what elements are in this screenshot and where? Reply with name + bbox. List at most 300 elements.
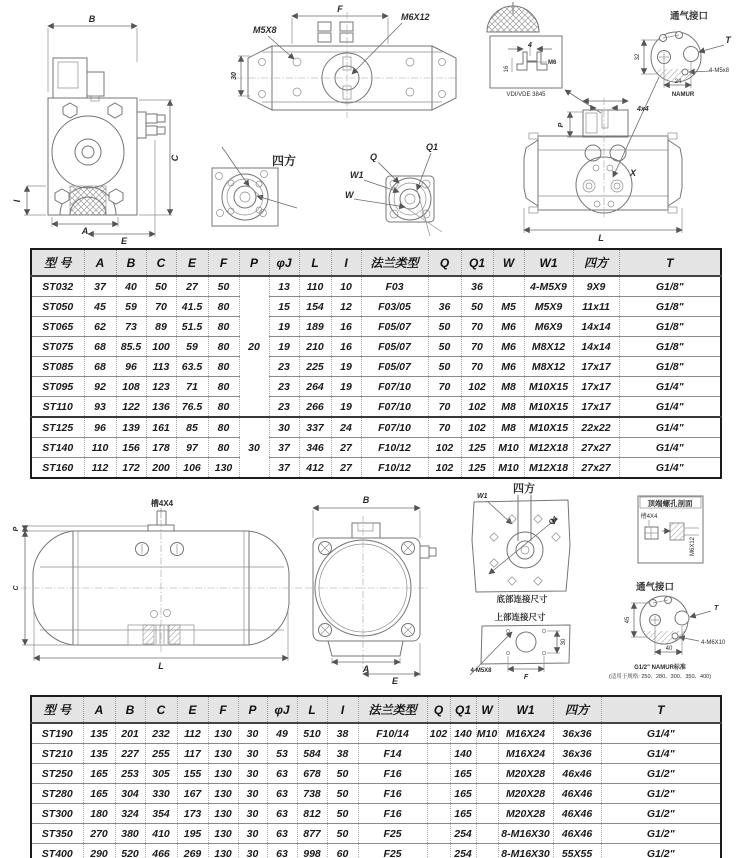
value-cell: M5X9 bbox=[524, 297, 573, 317]
value-cell: F03/05 bbox=[361, 297, 428, 317]
value-cell: 102 bbox=[461, 377, 493, 397]
table-row bbox=[31, 804, 721, 824]
value-cell: 9X9 bbox=[573, 276, 619, 297]
value-cell: 139 bbox=[116, 417, 146, 438]
value-cell: 165 bbox=[450, 784, 476, 804]
value-cell: F16 bbox=[358, 804, 427, 824]
value-cell: 37 bbox=[84, 276, 116, 297]
value-cell: G1/4" bbox=[601, 723, 721, 744]
table-row bbox=[31, 458, 721, 479]
label-m6x12: M6X12 bbox=[401, 12, 430, 22]
value-cell: 63 bbox=[267, 804, 297, 824]
value-cell: M10 bbox=[493, 458, 524, 479]
table-row bbox=[31, 784, 721, 804]
value-cell: 19 bbox=[269, 337, 299, 357]
value-cell: 253 bbox=[115, 764, 145, 784]
value-cell: 117 bbox=[177, 744, 208, 764]
value-cell: 59 bbox=[176, 337, 208, 357]
value-cell: 96 bbox=[116, 357, 146, 377]
table-row bbox=[31, 297, 721, 317]
label-4m6x10: 4-M6X10 bbox=[701, 640, 726, 646]
value-cell: 130 bbox=[208, 784, 238, 804]
value-cell: 70 bbox=[461, 337, 493, 357]
value-cell: 113 bbox=[146, 357, 176, 377]
value-cell: 20 bbox=[239, 276, 269, 417]
dim-P: P bbox=[558, 122, 565, 128]
value-cell: 225 bbox=[299, 357, 331, 377]
value-cell: 53 bbox=[267, 744, 297, 764]
value-cell: 165 bbox=[83, 764, 115, 784]
table-row bbox=[31, 337, 721, 357]
label-w1: W1 bbox=[350, 170, 364, 180]
value-cell bbox=[427, 744, 450, 764]
value-cell: 346 bbox=[299, 438, 331, 458]
value-cell: 200 bbox=[146, 458, 176, 479]
column-header: T bbox=[619, 249, 721, 276]
value-cell: M10 bbox=[476, 723, 498, 744]
value-cell: 102 bbox=[428, 438, 461, 458]
dim-A: A bbox=[81, 226, 89, 236]
value-cell: 877 bbox=[297, 824, 327, 844]
value-cell: 172 bbox=[116, 458, 146, 479]
table-row bbox=[31, 744, 721, 764]
value-cell: 85.5 bbox=[116, 337, 146, 357]
value-cell: 135 bbox=[83, 723, 115, 744]
value-cell: 135 bbox=[83, 744, 115, 764]
value-cell: 50 bbox=[327, 804, 358, 824]
value-cell: 19 bbox=[331, 377, 361, 397]
value-cell: M20X28 bbox=[498, 764, 553, 784]
value-cell: 189 bbox=[299, 317, 331, 337]
mid-end-view-drawing bbox=[305, 495, 436, 686]
air-port-bottom bbox=[609, 581, 726, 680]
value-cell bbox=[427, 844, 450, 858]
value-cell: 16 bbox=[331, 337, 361, 357]
value-cell: 14x14 bbox=[573, 317, 619, 337]
dim-F: F bbox=[337, 4, 343, 14]
bottom-conn-caption: 底部连接尺寸 bbox=[496, 594, 548, 604]
value-cell bbox=[428, 276, 461, 297]
value-cell: 412 bbox=[299, 458, 331, 479]
value-cell: 97 bbox=[176, 438, 208, 458]
value-cell bbox=[476, 764, 498, 784]
mid-side-view-drawing bbox=[13, 498, 302, 671]
column-header: Q bbox=[427, 696, 450, 723]
front-view-drawing bbox=[12, 14, 180, 246]
value-cell bbox=[476, 824, 498, 844]
value-cell: 136 bbox=[146, 397, 176, 418]
value-cell: 71 bbox=[176, 377, 208, 397]
value-cell: G1/2" bbox=[601, 824, 721, 844]
value-cell: 15 bbox=[269, 297, 299, 317]
column-header: Q1 bbox=[461, 249, 493, 276]
value-cell: 19 bbox=[331, 397, 361, 418]
value-cell: M10X15 bbox=[524, 397, 573, 418]
value-cell: 68 bbox=[84, 337, 116, 357]
value-cell: F05/07 bbox=[361, 357, 428, 377]
dim-45: 45 bbox=[625, 616, 631, 624]
value-cell: 102 bbox=[427, 723, 450, 744]
dim-E: E bbox=[120, 236, 128, 246]
column-header: L bbox=[299, 249, 331, 276]
value-cell: 254 bbox=[450, 844, 476, 858]
value-cell: G1/2" bbox=[601, 804, 721, 824]
dim-E: E bbox=[391, 676, 399, 686]
top-drawings bbox=[0, 0, 750, 246]
value-cell: 49 bbox=[267, 723, 297, 744]
value-cell: F07/10 bbox=[361, 397, 428, 418]
value-cell: 80 bbox=[208, 337, 239, 357]
value-cell: 24 bbox=[331, 417, 361, 438]
column-header: 型 号 bbox=[31, 249, 84, 276]
table-row bbox=[31, 438, 721, 458]
dim-A: A bbox=[362, 664, 370, 674]
dim-30: 30 bbox=[231, 72, 238, 80]
label-q1: Q1 bbox=[547, 515, 560, 527]
model-cell: ST160 bbox=[31, 458, 84, 479]
value-cell: G1/4" bbox=[619, 377, 721, 397]
value-cell: 50 bbox=[428, 337, 461, 357]
value-cell: 30 bbox=[238, 723, 267, 744]
value-cell: 30 bbox=[238, 764, 267, 784]
value-cell: F10/12 bbox=[361, 438, 428, 458]
value-cell: 324 bbox=[115, 804, 145, 824]
value-cell: F05/07 bbox=[361, 317, 428, 337]
value-cell: 50 bbox=[327, 824, 358, 844]
column-header: I bbox=[331, 249, 361, 276]
column-header: B bbox=[116, 249, 146, 276]
square-flange-detail bbox=[212, 147, 297, 226]
value-cell: G1/4" bbox=[619, 397, 721, 418]
value-cell: 27x27 bbox=[573, 438, 619, 458]
value-cell: 165 bbox=[83, 784, 115, 804]
value-cell: 46X46 bbox=[553, 784, 601, 804]
value-cell: 23 bbox=[269, 377, 299, 397]
value-cell: 510 bbox=[297, 723, 327, 744]
side-view-drawing bbox=[524, 98, 682, 243]
value-cell: 112 bbox=[84, 458, 116, 479]
dim-C: C bbox=[170, 154, 180, 162]
value-cell: 38 bbox=[327, 723, 358, 744]
value-cell: 167 bbox=[177, 784, 208, 804]
air-port-title: 通气接口 bbox=[669, 11, 709, 22]
value-cell: 30 bbox=[238, 844, 267, 858]
value-cell: 102 bbox=[461, 417, 493, 438]
value-cell: 50 bbox=[461, 297, 493, 317]
value-cell: 55X55 bbox=[553, 844, 601, 858]
value-cell: 678 bbox=[297, 764, 327, 784]
value-cell: 51.5 bbox=[176, 317, 208, 337]
model-cell: ST400 bbox=[31, 844, 83, 858]
column-header: Q1 bbox=[450, 696, 476, 723]
value-cell: 165 bbox=[450, 804, 476, 824]
value-cell: 36 bbox=[461, 276, 493, 297]
value-cell: 140 bbox=[450, 723, 476, 744]
value-cell: 466 bbox=[145, 844, 177, 858]
value-cell: 8-M16X30 bbox=[498, 844, 553, 858]
column-header: P bbox=[239, 249, 269, 276]
value-cell: 62 bbox=[84, 317, 116, 337]
value-cell bbox=[427, 824, 450, 844]
value-cell: 27 bbox=[331, 458, 361, 479]
model-cell: ST050 bbox=[31, 297, 84, 317]
value-cell: M6X9 bbox=[524, 317, 573, 337]
value-cell: 178 bbox=[146, 438, 176, 458]
model-cell: ST125 bbox=[31, 417, 84, 438]
value-cell: 110 bbox=[299, 276, 331, 297]
value-cell: F07/10 bbox=[361, 417, 428, 438]
value-cell: 37 bbox=[269, 438, 299, 458]
table-row bbox=[31, 397, 721, 418]
column-header: φJ bbox=[269, 249, 299, 276]
value-cell: 70 bbox=[428, 377, 461, 397]
value-cell bbox=[476, 844, 498, 858]
dimensions-table-large-models bbox=[30, 695, 722, 858]
value-cell: G1/2" bbox=[601, 844, 721, 858]
dim-30: 30 bbox=[561, 638, 567, 646]
value-cell: 50 bbox=[428, 317, 461, 337]
model-cell: ST210 bbox=[31, 744, 83, 764]
model-cell: ST032 bbox=[42, 280, 74, 293]
value-cell: 100 bbox=[146, 337, 176, 357]
column-header: 四方 bbox=[573, 249, 619, 276]
middle-drawings bbox=[0, 478, 750, 693]
dim-F: F bbox=[523, 674, 529, 681]
value-cell: 96 bbox=[84, 417, 116, 438]
value-cell: 50 bbox=[146, 276, 176, 297]
vdi-caption: VDI/VDE 3845 bbox=[506, 92, 546, 98]
value-cell: 106 bbox=[176, 458, 208, 479]
dim-I: I bbox=[12, 199, 22, 203]
value-cell: 36x36 bbox=[553, 744, 601, 764]
value-cell: 264 bbox=[299, 377, 331, 397]
value-cell: 210 bbox=[299, 337, 331, 357]
table-row bbox=[31, 723, 721, 744]
label-w: W bbox=[345, 190, 354, 200]
value-cell: G1/4" bbox=[619, 458, 721, 479]
air-port-title: 通气接口 bbox=[635, 582, 675, 593]
dim-B: B bbox=[362, 495, 370, 505]
value-cell: 63 bbox=[267, 824, 297, 844]
dim-24: 24 bbox=[674, 79, 682, 85]
label-4x4: 4x4 bbox=[637, 106, 649, 113]
label-q: Q bbox=[370, 152, 378, 162]
value-cell: 89 bbox=[146, 317, 176, 337]
dim-40: 40 bbox=[665, 646, 673, 652]
value-cell bbox=[476, 784, 498, 804]
value-cell: G1/8" bbox=[619, 297, 721, 317]
value-cell: 63 bbox=[267, 764, 297, 784]
dim-32: 32 bbox=[635, 53, 641, 61]
value-cell: 45 bbox=[84, 297, 116, 317]
value-cell: 50 bbox=[327, 764, 358, 784]
value-cell: 16 bbox=[331, 317, 361, 337]
dim-P: P bbox=[13, 526, 20, 532]
value-cell: M6 bbox=[493, 337, 524, 357]
label-t: T bbox=[725, 35, 731, 45]
value-cell: 70 bbox=[461, 317, 493, 337]
top-hole-section-drawing bbox=[638, 496, 703, 563]
namur-caption-line1: G1/2" NAMUR标准 bbox=[634, 665, 686, 671]
value-cell: 30 bbox=[238, 744, 267, 764]
top-conn-caption: 上部连接尺寸 bbox=[494, 612, 546, 622]
value-cell: 110 bbox=[84, 438, 116, 458]
value-cell: 155 bbox=[177, 764, 208, 784]
value-cell: 998 bbox=[297, 844, 327, 858]
value-cell: F10/12 bbox=[361, 458, 428, 479]
value-cell: F05/07 bbox=[361, 337, 428, 357]
table-row bbox=[31, 357, 721, 377]
column-header: B bbox=[115, 696, 145, 723]
value-cell: 161 bbox=[146, 417, 176, 438]
value-cell: 380 bbox=[115, 824, 145, 844]
value-cell: 27x27 bbox=[573, 458, 619, 479]
column-header: W bbox=[493, 249, 524, 276]
value-cell: 19 bbox=[331, 357, 361, 377]
value-cell: 80 bbox=[208, 357, 239, 377]
value-cell: F07/10 bbox=[361, 377, 428, 397]
value-cell: M12X18 bbox=[524, 438, 573, 458]
value-cell: 12 bbox=[331, 297, 361, 317]
model-cell: ST075 bbox=[31, 337, 84, 357]
value-cell: M8 bbox=[493, 417, 524, 438]
value-cell: 80 bbox=[208, 438, 239, 458]
value-cell: 130 bbox=[208, 723, 238, 744]
value-cell: 112 bbox=[177, 723, 208, 744]
value-cell: 102 bbox=[461, 397, 493, 418]
value-cell: 70 bbox=[428, 397, 461, 418]
value-cell: F10/14 bbox=[358, 723, 427, 744]
section-title: 顶端螺孔剖面 bbox=[647, 499, 693, 508]
value-cell: 125 bbox=[461, 458, 493, 479]
value-cell: F03 bbox=[361, 276, 428, 297]
value-cell: 80 bbox=[208, 417, 239, 438]
value-cell: 14x14 bbox=[573, 337, 619, 357]
shaft-flange-detail bbox=[345, 142, 442, 236]
value-cell: 254 bbox=[450, 824, 476, 844]
value-cell: 30 bbox=[269, 417, 299, 438]
value-cell: 304 bbox=[115, 784, 145, 804]
model-cell: ST280 bbox=[31, 784, 83, 804]
connection-details-drawing bbox=[161, 478, 570, 681]
value-cell bbox=[427, 784, 450, 804]
column-header: W1 bbox=[498, 696, 553, 723]
table-row bbox=[31, 377, 721, 397]
table-row bbox=[31, 764, 721, 784]
value-cell: 27 bbox=[176, 276, 208, 297]
column-header: L bbox=[297, 696, 327, 723]
column-header: E bbox=[176, 249, 208, 276]
dim-B: B bbox=[88, 14, 96, 24]
value-cell: 36x36 bbox=[553, 723, 601, 744]
value-cell bbox=[427, 764, 450, 784]
column-header: C bbox=[145, 696, 177, 723]
model-cell: ST065 bbox=[31, 317, 84, 337]
value-cell: 520 bbox=[115, 844, 145, 858]
value-cell: 812 bbox=[297, 804, 327, 824]
column-header: F bbox=[208, 249, 239, 276]
header-row bbox=[31, 696, 721, 723]
value-cell: 165 bbox=[450, 764, 476, 784]
value-cell: 270 bbox=[83, 824, 115, 844]
value-cell: 4-M5X9 bbox=[524, 276, 573, 297]
value-cell: 80 bbox=[208, 377, 239, 397]
label-namur: NAMUR bbox=[671, 92, 695, 98]
dim-4: 4 bbox=[528, 42, 532, 49]
value-cell: G1/8" bbox=[619, 357, 721, 377]
label-m6x12: M6X12 bbox=[690, 536, 696, 556]
table-row bbox=[31, 417, 721, 438]
value-cell: 130 bbox=[208, 764, 238, 784]
value-cell: 70 bbox=[428, 417, 461, 438]
value-cell: 180 bbox=[83, 804, 115, 824]
model-cell: ST095 bbox=[31, 377, 84, 397]
label-m6: M6 bbox=[548, 60, 557, 66]
model-cell: ST300 bbox=[31, 804, 83, 824]
value-cell: 63 bbox=[267, 844, 297, 858]
namur-caption-line2: (适用于规格: 250、280、300、350、400) bbox=[608, 674, 712, 680]
column-header: T bbox=[601, 696, 721, 723]
value-cell: F25 bbox=[358, 844, 427, 858]
value-cell: 30 bbox=[238, 784, 267, 804]
value-cell: 17x17 bbox=[573, 397, 619, 418]
value-cell: 23 bbox=[269, 397, 299, 418]
value-cell: 410 bbox=[145, 824, 177, 844]
label-4m5x8: 4-M5X8 bbox=[470, 668, 492, 674]
value-cell: M20X28 bbox=[498, 784, 553, 804]
column-header: C bbox=[146, 249, 176, 276]
value-cell: M12X18 bbox=[524, 458, 573, 479]
value-cell: 10 bbox=[331, 276, 361, 297]
value-cell: 76.5 bbox=[176, 397, 208, 418]
value-cell: 102 bbox=[428, 458, 461, 479]
column-header: 法兰类型 bbox=[358, 696, 427, 723]
value-cell: 227 bbox=[115, 744, 145, 764]
value-cell: 60 bbox=[327, 844, 358, 858]
vdi-vde-detail bbox=[487, 2, 601, 113]
column-header: W bbox=[476, 696, 498, 723]
value-cell: 173 bbox=[177, 804, 208, 824]
value-cell: M8 bbox=[493, 377, 524, 397]
value-cell: 41.5 bbox=[176, 297, 208, 317]
column-header: φJ bbox=[267, 696, 297, 723]
value-cell: 738 bbox=[297, 784, 327, 804]
value-cell: 8-M16X30 bbox=[498, 824, 553, 844]
value-cell: 122 bbox=[116, 397, 146, 418]
label-slot-4x4: 槽4X4 bbox=[150, 499, 174, 508]
table-row bbox=[31, 276, 721, 297]
value-cell: F16 bbox=[358, 764, 427, 784]
value-cell: M8X12 bbox=[524, 357, 573, 377]
value-cell: 130 bbox=[208, 804, 238, 824]
value-cell: 50 bbox=[428, 357, 461, 377]
column-header: I bbox=[327, 696, 358, 723]
value-cell: 36 bbox=[428, 297, 461, 317]
value-cell: G1/8" bbox=[619, 337, 721, 357]
value-cell: 46x46 bbox=[553, 764, 601, 784]
value-cell: 63.5 bbox=[176, 357, 208, 377]
label-x: X bbox=[630, 168, 637, 178]
model-cell: ST110 bbox=[31, 397, 84, 418]
value-cell: 19 bbox=[269, 317, 299, 337]
value-cell: 73 bbox=[116, 317, 146, 337]
value-cell: 80 bbox=[208, 297, 239, 317]
value-cell bbox=[493, 276, 524, 297]
value-cell: G1/2" bbox=[601, 764, 721, 784]
value-cell: 130 bbox=[208, 824, 238, 844]
label-4m5x8: 4-M5x8 bbox=[708, 68, 729, 74]
column-header: E bbox=[177, 696, 208, 723]
